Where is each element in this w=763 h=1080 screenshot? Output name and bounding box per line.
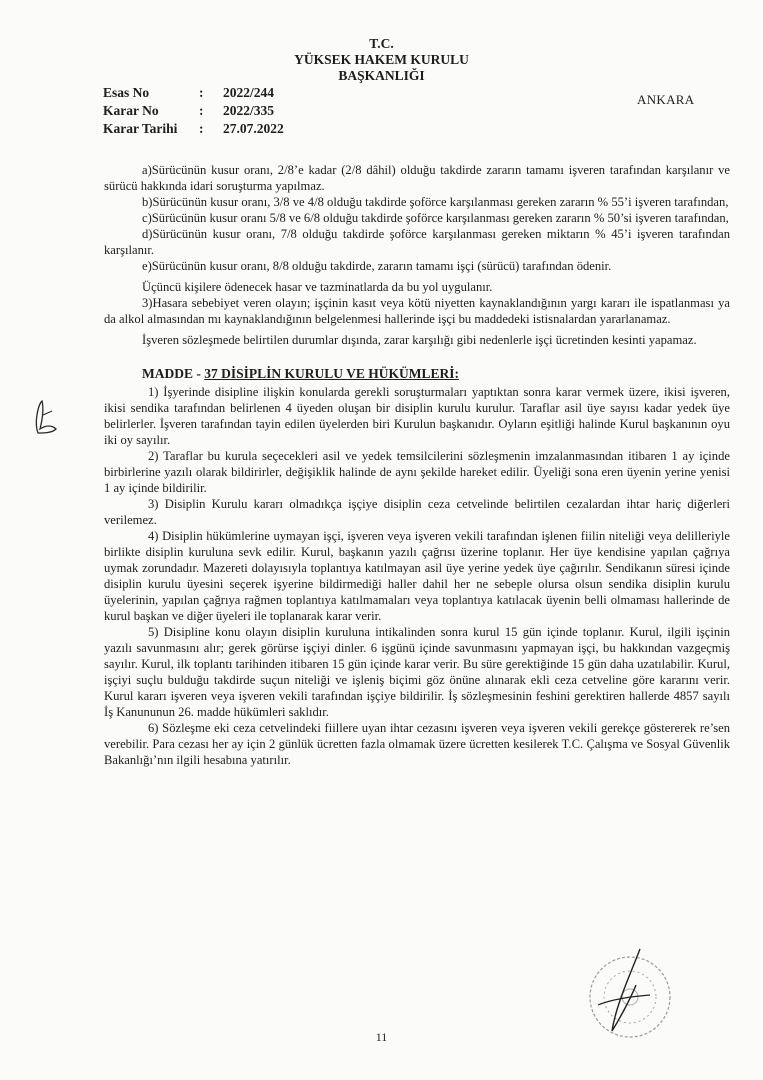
page-number: 11: [375, 1030, 388, 1044]
meta-value: 27.07.2022: [223, 121, 284, 136]
article-item-6: 6) Sözleşme eki ceza cetvelindeki fiillere uyan ihtar cezasını işveren veya işveren vekili gerekçe göstererek re’sen verebilir. Para cezası her ay için 2 günlük ücretten fazla olmamak üzere ücretten kesilerek T.C. Çalışma ve Sosyal Güvenlik Bakanlığı’nın ilgili hesabına yatırılır.: [104, 721, 730, 767]
meta-colon: :: [199, 85, 204, 100]
paragraph-d: d)Sürücünün kusur oranı, 7/8 olduğu takdirde şoförce karşılanması gereken miktarın % 45’i işveren tarafından karşılanır.: [104, 227, 730, 257]
city-label: ANKARA: [637, 92, 695, 107]
paragraph-b: b)Sürücünün kusur oranı, 3/8 ve 4/8 olduğu takdirde şoförce karşılanması gereken zararın % 55’i işveren tarafından,: [142, 195, 729, 209]
article-item-5: 5) Disipline konu olayın disiplin kuruluna intikalinden sonra kurul 15 gün içinde toplanır. Kurul, ilgili işçinin yazılı savunmasını alır; gerek görürse işçiyi dinler. 6 işgünü içinde savunmasını yapmayan işçi, bu hakkından vazgeçmiş sayılır. Kurul, ilk toplantı tarihinden itibaren 15 gün içinde karar verir. Bu süre gerektiğinde 15 gün daha uzatılabilir. Kurul, işçiyi suçlu bulduğu takdirde suçun niteliği ve işleniş biçimi göz önüne alınarak ekli ceza cetveline göre kararını verir. Kurul kararı işveren veya işveren vekili tarafından işçiye bildirilir. İş sözleşmesinin feshini gerektiren hallerde 4857 sayılı İş Kanununun 26. madde hükümleri saklıdır.: [104, 625, 730, 719]
meta-colon: :: [199, 121, 204, 136]
meta-label: Esas No: [103, 85, 150, 100]
article-heading: [104, 366, 730, 382]
meta-row-tarih: [103, 120, 284, 138]
paragraph-3: 3)Hasara sebebiyet veren olayın; işçinin kasıt veya kötü niyetten kaynaklandığının yargı kararı ile ispatlanması ya da alkol almasından mı kaynaklandığının belgelenmesi hallerinde işçi bu maddedeki istisnalardan yararlanamaz.: [104, 296, 730, 326]
handwritten-initial-mark: [30, 395, 64, 437]
document-header: [0, 36, 763, 84]
article-item-1: 1) İşyerinde disipline ilişkin konularda gerekli soruşturmaları yaptıktan sonra karar vermek üzere, ikisi işveren, ikisi sendika tarafından belirlenen 4 üyeden oluşan bir disiplin kurulu kurulur. Taraflar asil üye sayısı kadar yedek üye belirlerler. İşveren tarafından tayin edilen üyelerden biri Kurulun başkanıdır. Oyların eşitliği halinde Kurul başkanının oyu iki oy sayılır.: [104, 385, 730, 447]
article-title: 37 DİSİPLİN KURULU VE HÜKÜMLERİ:: [204, 366, 460, 381]
article-item-2: 2) Taraflar bu kurula seçecekleri asil ve yedek temsilcilerini sözleşmenin imzalanmasından itibaren 1 ay içinde birbirlerine yazılı olarak bildirirler, değişiklik halinde de aynı şekilde hareket edilir. Üyeliği sona eren üyenin yerine yenisi 1 ay içinde bildirilir.: [104, 449, 730, 495]
meta-value: 2022/244: [223, 85, 275, 100]
header-institution: YÜKSEK HAKEM KURULU: [294, 52, 469, 67]
paragraph-e: e)Sürücünün kusur oranı, 8/8 olduğu takdirde, zararın tamamı işçi (sürücü) tarafından ödenir.: [142, 259, 612, 273]
header-tc: T.C.: [369, 36, 394, 51]
paragraph-third-parties: Üçüncü kişilere ödenecek hasar ve tazminatlarda da bu yol uygulanır.: [142, 280, 493, 294]
paragraph-c: c)Sürücünün kusur oranı 5/8 ve 6/8 olduğu takdirde şoförce karşılanması gereken zararın % 50’si işveren tarafından,: [142, 211, 729, 225]
paragraph-a: a)Sürücünün kusur oranı, 2/8’e kadar (2/8 dâhil) olduğu takdirde zararın tamamı işveren tarafından karşılanır ve sürücü hakkında idari soruşturma yapılmaz.: [104, 163, 730, 193]
case-meta: [103, 84, 284, 138]
article-item-4: 4) Disiplin hükümlerine uymayan işçi, işveren veya işveren vekili tarafından işlenen fiilin niteliği veya delilleriyle birlikte disiplin kuruluna sevk edilir. Kurul, başkanın yazılı çağrısı üzerine toplanır. Her üye kendisine yapılan çağrıya uymak zorundadır. Mazereti dolayısıyla toplantıya katılmayan asil üye yerine yedek üye çağırılır. Sendikanın süresi içinde disiplin kurulu üyesini seçerek işyerine bildirmediği haller dahil her ne sebeple olursa olsun sendika disiplin kurulu üyelerinin, yapılan çağrıya rağmen toplantıya katılmamaları veya toplantıya katılacak üyenin belli olmaması hallerinde de kurul başkan ve diğer üyeleri ile toplanarak karar verir.: [104, 529, 730, 623]
document-body: [104, 162, 730, 768]
article-item-3: 3) Disiplin Kurulu kararı olmadıkça işçiye disiplin ceza cetvelinde belirtilen cezalardan ihtar hariç diğerleri verilemez.: [104, 497, 730, 527]
paragraph-isveren: İşveren sözleşmede belirtilen durumlar dışında, zarar karşılığı gibi nedenlerle işçi ücretinden kesinti yapamaz.: [142, 333, 697, 347]
meta-row-karar: [103, 102, 284, 120]
article-prefix: MADDE -: [142, 366, 205, 381]
meta-label: Karar Tarihi: [103, 121, 178, 136]
meta-value: 2022/335: [223, 103, 275, 118]
meta-colon: :: [199, 103, 204, 118]
header-presidency: BAŞKANLIĞI: [338, 68, 425, 83]
meta-label: Karar No: [103, 103, 159, 118]
meta-row-esas: [103, 84, 284, 102]
